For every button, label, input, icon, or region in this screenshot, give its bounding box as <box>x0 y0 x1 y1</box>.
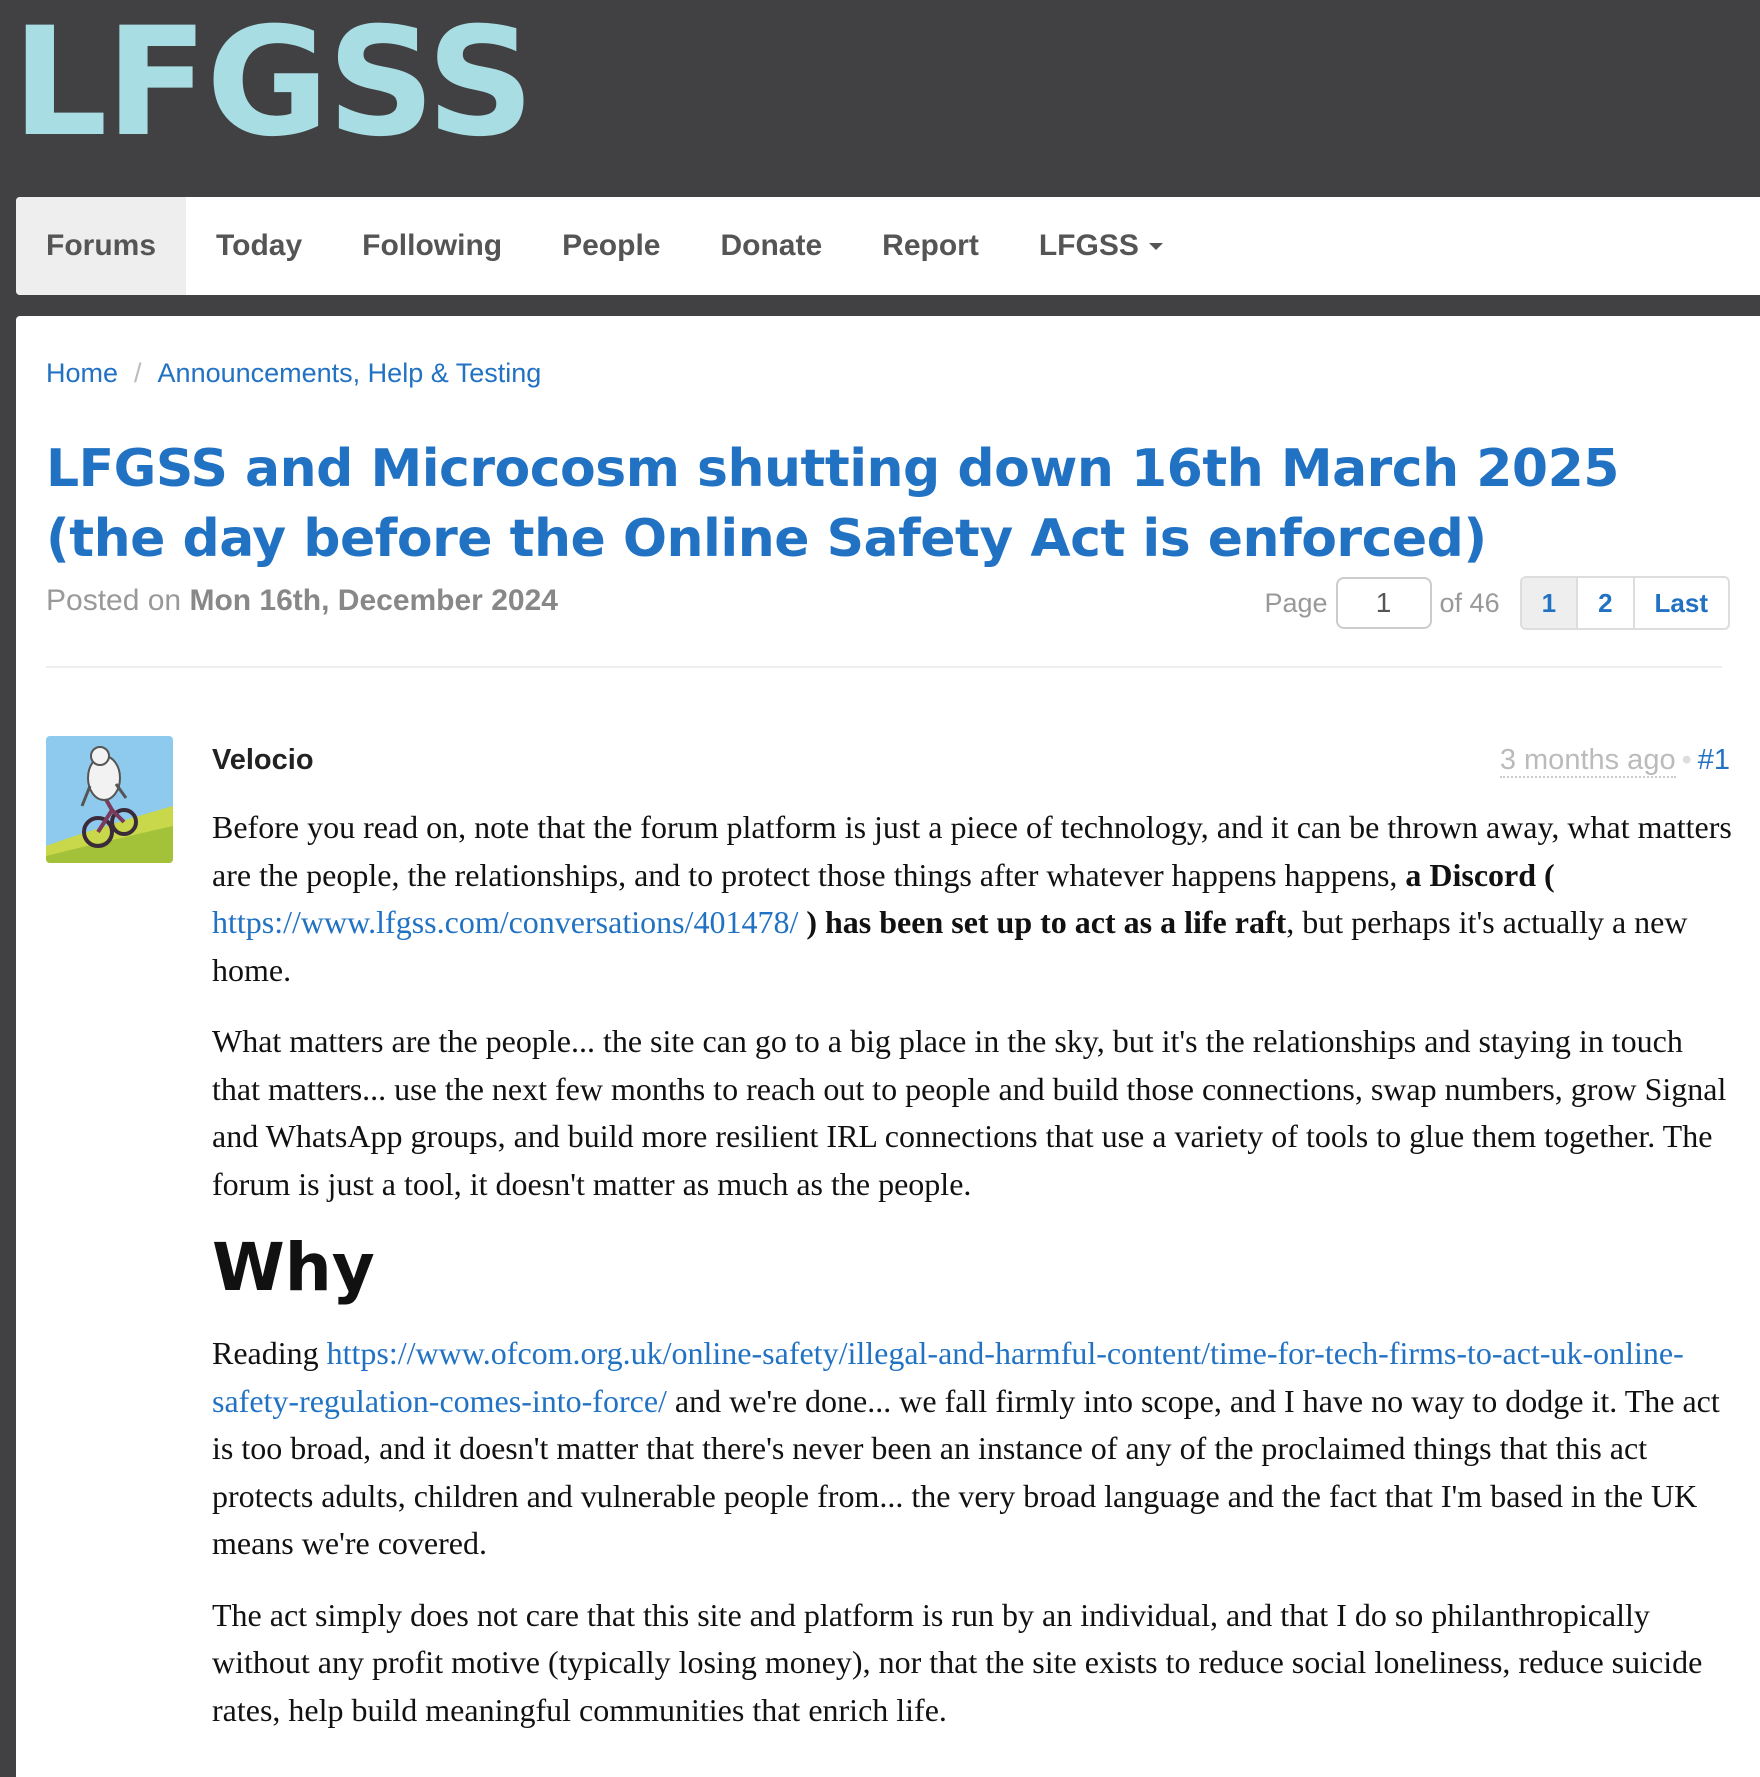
why-heading: Why <box>212 1229 375 1306</box>
pagination <box>1264 576 1730 630</box>
nav-item-lfgss-label: LFGSS <box>1038 229 1139 262</box>
page-button-1[interactable]: 1 <box>1522 578 1576 628</box>
meta-separator: • <box>1681 744 1692 776</box>
nav-item-people[interactable]: People <box>562 229 661 262</box>
breadcrumb-section[interactable]: Announcements, Help & Testing <box>157 358 542 388</box>
nav-item-following[interactable]: Following <box>362 229 503 262</box>
page-number-input[interactable] <box>1336 577 1432 629</box>
caret-down-icon <box>1149 243 1163 250</box>
avatar[interactable] <box>46 736 173 863</box>
p1-text-end: , but perhaps it's actually a new home. <box>212 904 1688 988</box>
post-paragraph-1 <box>212 804 1732 994</box>
nav-item-report[interactable]: Report <box>882 229 979 262</box>
post-paragraph-4: The act simply does not care that this site and platform is run by an individual, and that I do so philanthropically without any profit motive (typically losing money), nor that the site exists to reduce social loneliness, reduce suicide rates, help build meaningful communities that enrich life. <box>212 1596 1703 1728</box>
thread-title[interactable]: LFGSS and Microcosm shutting down 16th March 2025 (the day before the Online Safety Act is enforced) <box>46 439 1619 569</box>
ofcom-link[interactable]: https://www.ofcom.org.uk/online-safety/illegal-and-harmful-content/time-for-tech-firms-to-act-uk-online-safety-regulation-comes-into-force/ <box>212 1335 1684 1419</box>
p1-bold-b: ) has been set up to act as a life raft <box>798 904 1287 940</box>
post-author[interactable]: Velocio <box>212 744 314 776</box>
post-permalink[interactable]: #1 <box>1697 744 1730 776</box>
nav-item-lfgss-dropdown[interactable] <box>1009 197 1193 295</box>
p1-text-start: Before you read on, note that the forum platform is just a piece of technology, and it can be thrown away, what matters are the people, the relationships, and to protect those things after whatever happens happens, <box>212 809 1732 893</box>
avatar-image <box>46 736 173 863</box>
breadcrumb-separator: / <box>134 358 142 388</box>
content-panel <box>16 316 1760 1777</box>
page-count-label: of 46 <box>1439 587 1500 618</box>
post-meta <box>1500 744 1730 777</box>
post-time-ago[interactable]: 3 months ago <box>1499 744 1676 776</box>
posted-date-value: Mon 16th, December 2024 <box>189 584 558 617</box>
breadcrumb <box>46 358 541 389</box>
page-button-2[interactable]: 2 <box>1576 578 1632 628</box>
p3-text-end: and we're done... we fall firmly into scope, and I have no way to dodge it. The act is too broad, and it doesn't matter that there's never been an instance of any of the proclaimed things that this act protects adults, children and vulnerable people from... the very broad language and the fact that I'm based in the UK means we're covered. <box>212 1382 1720 1561</box>
site-logo[interactable]: LFGSS <box>12 0 533 170</box>
nav-item-donate[interactable]: Donate <box>720 229 823 262</box>
post-paragraph-2: What matters are the people... the site can go to a big place in the sky, but it's the relationships and staying in touch that matters... use the next few months to reach out to people and build those connections, swap numbers, grow Signal and WhatsApp groups, and build more resilient IRL connections that use a variety of tools to glue them together. The forum is just a tool, it doesn't matter as much as the people. <box>212 1023 1727 1202</box>
page-buttons <box>1520 576 1730 630</box>
page-button-last[interactable]: Last <box>1633 578 1728 628</box>
nav-item-today[interactable]: Today <box>216 229 303 262</box>
header-divider <box>46 666 1722 668</box>
breadcrumb-home[interactable]: Home <box>46 358 119 388</box>
main-navbar <box>16 197 1760 295</box>
p3-text-start: Reading <box>212 1335 327 1371</box>
p1-bold-a: a Discord ( <box>1405 856 1555 893</box>
posted-prefix: Posted on <box>46 584 182 617</box>
page-label: Page <box>1264 587 1328 618</box>
nav-item-forums[interactable]: Forums <box>16 197 186 295</box>
post-paragraph-3 <box>212 1330 1732 1568</box>
posted-date <box>46 584 558 618</box>
discord-conversation-link[interactable]: https://www.lfgss.com/conversations/401478/ <box>212 904 799 940</box>
post-body <box>212 804 1732 1758</box>
